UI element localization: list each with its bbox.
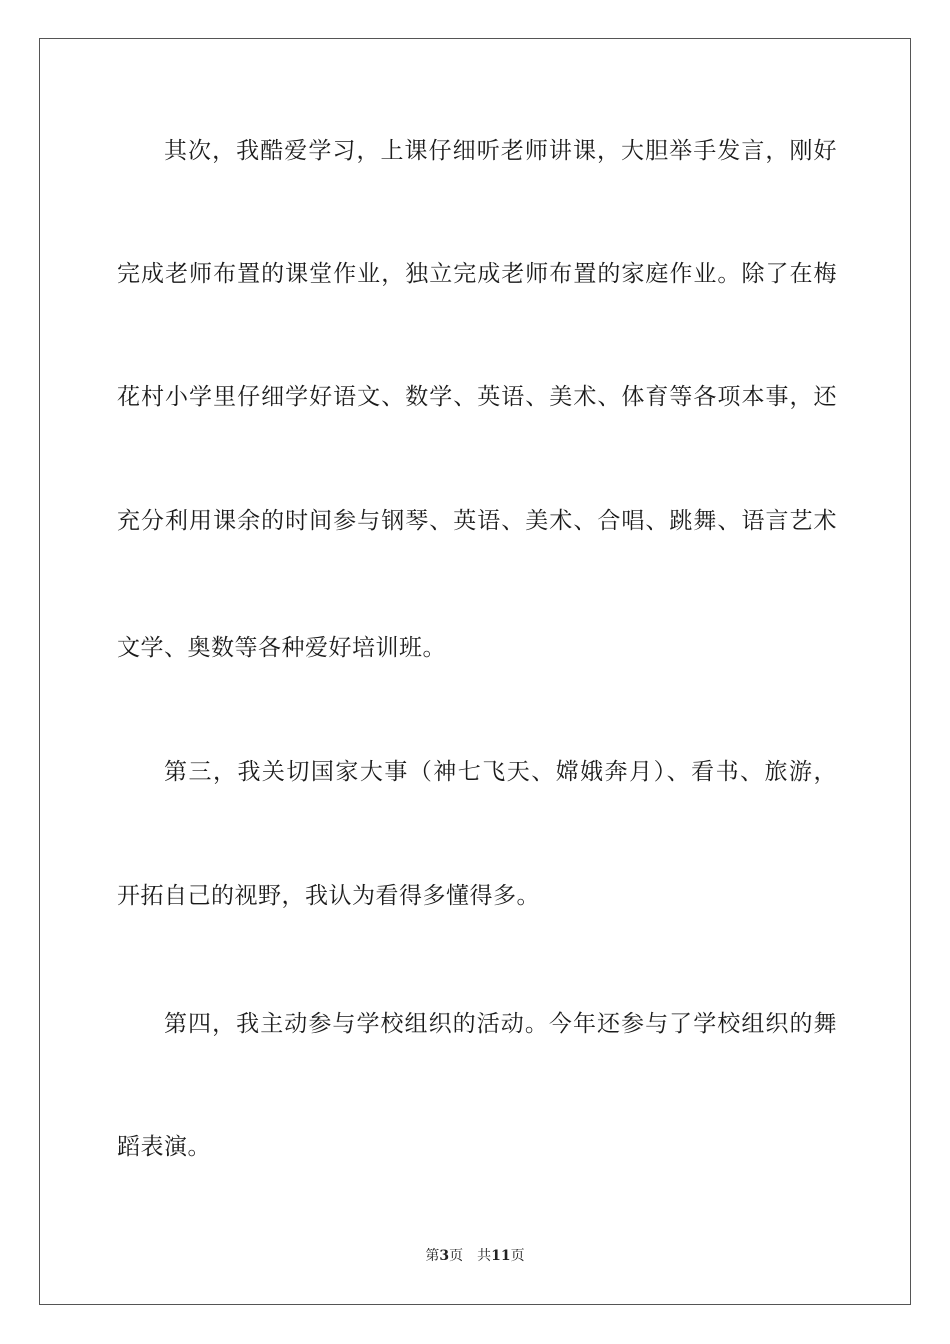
footer-prefix: 第 <box>425 1248 440 1264</box>
page-footer <box>0 1247 950 1265</box>
footer-page-number: 3 <box>439 1248 450 1264</box>
paragraph-line-2: 完成老师布置的课堂作业，独立完成老师布置的家庭作业。除了在梅 <box>117 261 837 287</box>
paragraph-line-8: 第四，我主动参与学校组织的活动。今年还参与了学校组织的舞 <box>164 1011 837 1037</box>
paragraph-line-4: 充分利用课余的时间参与钢琴、英语、美术、合唱、跳舞、语言艺术 <box>117 508 837 534</box>
paragraph-line-5: 文学、奥数等各种爱好培训班。 <box>117 635 446 661</box>
paragraph-line-9: 蹈表演。 <box>117 1134 211 1160</box>
footer-total-pages: 11 <box>491 1248 511 1264</box>
footer-suffix: 页 <box>510 1248 525 1264</box>
paragraph-line-7: 开拓自己的视野，我认为看得多懂得多。 <box>117 883 540 909</box>
paragraph-line-3: 花村小学里仔细学好语文、数学、英语、美术、体育等各项本事，还 <box>117 384 837 410</box>
paragraph-line-1: 其次，我酷爱学习，上课仔细听老师讲课，大胆举手发言，刚好 <box>164 138 837 164</box>
page-border <box>39 38 911 1305</box>
paragraph-line-6: 第三，我关切国家大事（神七飞天、嫦娥奔月）、看书、旅游， <box>164 759 837 785</box>
footer-mid: 页 共 <box>449 1248 492 1264</box>
